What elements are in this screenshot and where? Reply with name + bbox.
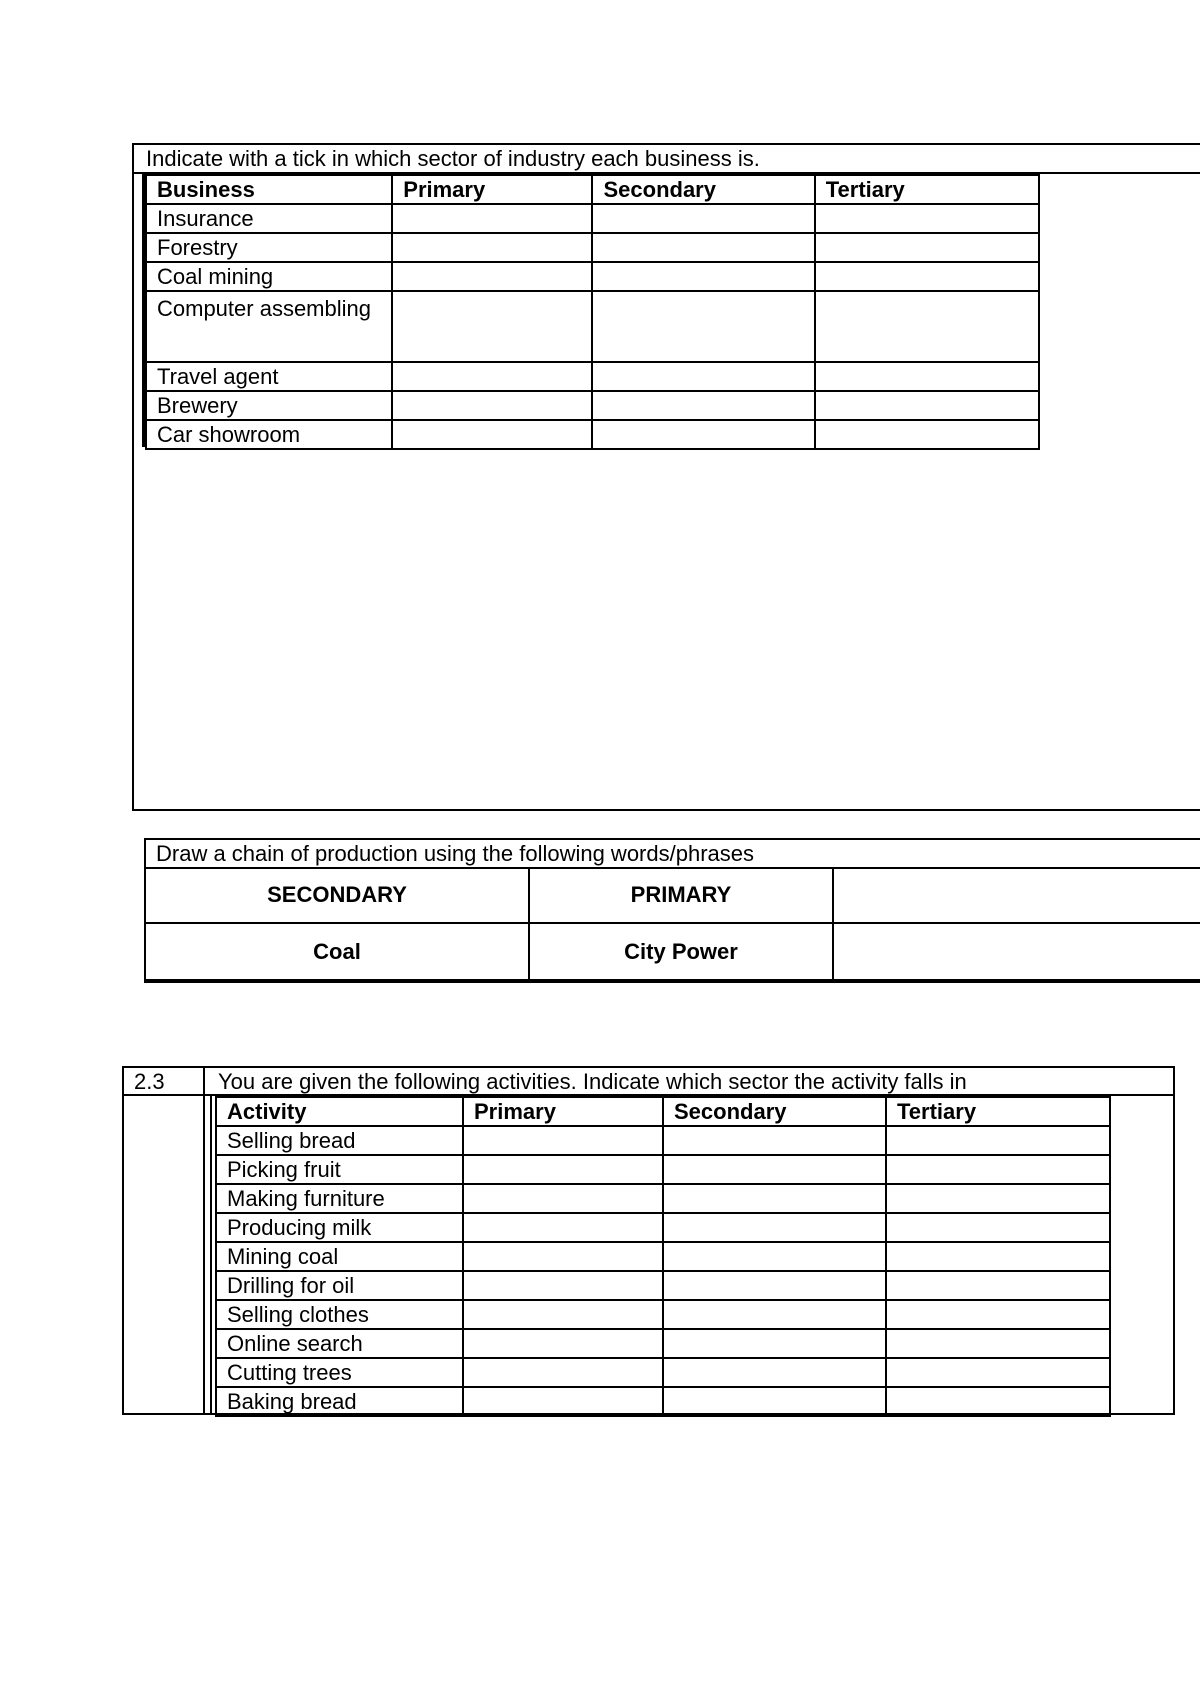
word-cell: PRIMARY <box>529 867 833 923</box>
table-row <box>146 391 1039 420</box>
table-row <box>216 1242 1110 1271</box>
tick-cell-primary[interactable] <box>463 1242 663 1271</box>
tick-cell-secondary[interactable] <box>663 1271 886 1300</box>
column-header-primary: Primary <box>392 175 592 204</box>
tick-cell-secondary[interactable] <box>592 233 814 262</box>
activity-sector-instruction: You are given the following activities. Indicate which sector the activity falls in <box>218 1069 967 1094</box>
table-row <box>216 1213 1110 1242</box>
activity-label: Picking fruit <box>216 1155 463 1184</box>
tick-cell-primary[interactable] <box>392 262 592 291</box>
table-row <box>216 1300 1110 1329</box>
table-row <box>146 204 1039 233</box>
column-header-tertiary: Tertiary <box>815 175 1039 204</box>
word-cell: Coal <box>145 923 529 980</box>
tick-cell-tertiary[interactable] <box>886 1126 1110 1155</box>
tick-cell-primary[interactable] <box>463 1300 663 1329</box>
tick-cell-tertiary[interactable] <box>886 1300 1110 1329</box>
business-label: Forestry <box>146 233 392 262</box>
tick-cell-secondary[interactable] <box>663 1213 886 1242</box>
tick-cell-tertiary[interactable] <box>886 1184 1110 1213</box>
table-row <box>216 1184 1110 1213</box>
tick-cell-primary[interactable] <box>392 291 592 362</box>
word-row <box>145 923 1200 980</box>
business-label: Insurance <box>146 204 392 233</box>
table-header-row <box>146 175 1039 204</box>
tick-cell-primary[interactable] <box>463 1358 663 1387</box>
tick-cell-secondary[interactable] <box>592 262 814 291</box>
business-sector-table <box>145 174 1040 450</box>
column-header-activity: Activity <box>216 1097 463 1126</box>
tick-cell-tertiary[interactable] <box>815 262 1039 291</box>
activity-label: Selling bread <box>216 1126 463 1155</box>
activity-label: Producing milk <box>216 1213 463 1242</box>
table-row <box>146 362 1039 391</box>
tick-cell-secondary[interactable] <box>592 204 814 233</box>
tick-cell-tertiary[interactable] <box>886 1242 1110 1271</box>
column-header-business: Business <box>146 175 392 204</box>
tick-cell-primary[interactable] <box>392 362 592 391</box>
tick-cell-secondary[interactable] <box>663 1155 886 1184</box>
business-label: Travel agent <box>146 362 392 391</box>
business-label: Computer assembling <box>146 291 392 362</box>
tick-cell-primary[interactable] <box>392 204 592 233</box>
tick-cell-secondary[interactable] <box>592 420 814 449</box>
activity-sector-table <box>215 1096 1111 1417</box>
word-row <box>145 867 1200 923</box>
table-row <box>146 262 1039 291</box>
table-row <box>216 1126 1110 1155</box>
table-left-rule <box>210 1096 212 1415</box>
activity-label: Selling clothes <box>216 1300 463 1329</box>
production-chain-instruction: Draw a chain of production using the following words/phrases <box>156 841 754 866</box>
activity-label: Baking bread <box>216 1387 463 1416</box>
table-row <box>216 1329 1110 1358</box>
tick-cell-tertiary[interactable] <box>815 291 1039 362</box>
table-row <box>216 1271 1110 1300</box>
tick-cell-secondary[interactable] <box>663 1126 886 1155</box>
tick-cell-tertiary[interactable] <box>886 1387 1110 1416</box>
production-chain-word-table <box>144 867 1200 981</box>
tick-cell-tertiary[interactable] <box>815 233 1039 262</box>
tick-cell-tertiary[interactable] <box>886 1155 1110 1184</box>
tick-cell-tertiary[interactable] <box>815 391 1039 420</box>
table-row <box>146 291 1039 362</box>
tick-cell-secondary[interactable] <box>592 391 814 420</box>
word-cell: SECONDARY <box>145 867 529 923</box>
tick-cell-primary[interactable] <box>392 391 592 420</box>
tick-cell-tertiary[interactable] <box>886 1329 1110 1358</box>
business-label: Coal mining <box>146 262 392 291</box>
business-sector-instruction: Indicate with a tick in which sector of industry each business is. <box>146 146 760 171</box>
tick-cell-secondary[interactable] <box>663 1300 886 1329</box>
tick-cell-primary[interactable] <box>463 1126 663 1155</box>
tick-cell-primary[interactable] <box>463 1184 663 1213</box>
activity-label: Cutting trees <box>216 1358 463 1387</box>
column-header-secondary: Secondary <box>663 1097 886 1126</box>
question-number: 2.3 <box>134 1069 165 1094</box>
table-row <box>216 1387 1110 1416</box>
tick-cell-primary[interactable] <box>463 1271 663 1300</box>
tick-cell-secondary[interactable] <box>663 1358 886 1387</box>
table-row <box>146 233 1039 262</box>
table-row <box>216 1358 1110 1387</box>
column-header-tertiary: Tertiary <box>886 1097 1110 1126</box>
tick-cell-tertiary[interactable] <box>815 420 1039 449</box>
tick-cell-primary[interactable] <box>392 420 592 449</box>
tick-cell-primary[interactable] <box>463 1329 663 1358</box>
table-header-row <box>216 1097 1110 1126</box>
word-cell: City Power <box>529 923 833 980</box>
table-row <box>216 1155 1110 1184</box>
tick-cell-primary[interactable] <box>463 1387 663 1416</box>
column-header-primary: Primary <box>463 1097 663 1126</box>
column-header-secondary: Secondary <box>592 175 814 204</box>
tick-cell-secondary[interactable] <box>663 1329 886 1358</box>
number-column-rule <box>203 1066 205 1415</box>
tick-cell-secondary[interactable] <box>663 1242 886 1271</box>
tick-cell-primary[interactable] <box>463 1155 663 1184</box>
tick-cell-tertiary[interactable] <box>886 1213 1110 1242</box>
tick-cell-secondary[interactable] <box>592 362 814 391</box>
tick-cell-tertiary[interactable] <box>886 1271 1110 1300</box>
tick-cell-tertiary[interactable] <box>886 1358 1110 1387</box>
activity-label: Online search <box>216 1329 463 1358</box>
tick-cell-tertiary[interactable] <box>815 362 1039 391</box>
business-label: Brewery <box>146 391 392 420</box>
activity-label: Mining coal <box>216 1242 463 1271</box>
tick-cell-primary[interactable] <box>392 233 592 262</box>
tick-cell-tertiary[interactable] <box>815 204 1039 233</box>
word-cell <box>833 867 1200 923</box>
tick-cell-secondary[interactable] <box>592 291 814 362</box>
business-label: Car showroom <box>146 420 392 449</box>
tick-cell-primary[interactable] <box>463 1213 663 1242</box>
activity-label: Making furniture <box>216 1184 463 1213</box>
table-row <box>146 420 1039 449</box>
word-cell <box>833 923 1200 980</box>
tick-cell-secondary[interactable] <box>663 1184 886 1213</box>
tick-cell-secondary[interactable] <box>663 1387 886 1416</box>
activity-label: Drilling for oil <box>216 1271 463 1300</box>
